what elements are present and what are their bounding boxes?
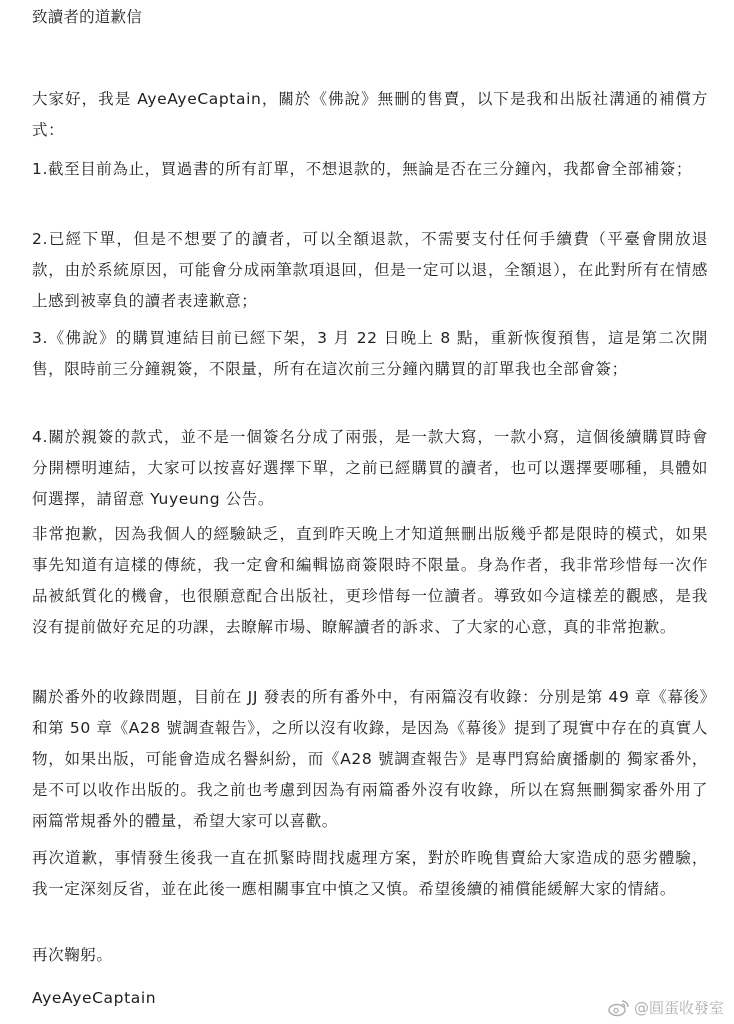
signature: AyeAyeCaptain <box>32 989 157 1007</box>
paragraph-item-4: 4.關於親簽的款式，並不是一個簽名分成了兩張，是一款大寫，一款小寫，這個後續購買時會分開標明連結，大家可以按喜好選擇下單，之前已經購買的讀者，也可以選擇要哪種，具體如何選擇，請留意 Yuyeung 公告。 <box>32 428 708 508</box>
paragraph-apology-again: 再次道歉，事情發生後我一直在抓緊時間找處理方案，對於昨晚售賣給大家造成的惡劣體驗，我一定深刻反省，並在此後一應相關事宜中慎之又慎。希望後續的補償能緩解大家的情緒。 <box>32 849 708 898</box>
paragraph-item-3: 3.《佛說》的購買連結目前已經下架，3 月 22 日晚上 8 點，重新恢復預售，這是第二次開售，限時前三分鐘親簽，不限量，所有在這次前三分鐘內購買的訂單我也全部會簽； <box>32 329 708 378</box>
paragraph-item-1: 1.截至目前為止，買過書的所有訂單，不想退款的，無論是否在三分鐘內，我都會全部補簽； <box>32 160 692 178</box>
paragraph-item-2: 2.已經下單，但是不想要了的讀者，可以全額退款，不需要支付任何手續費（平臺會開放退款，由於系統原因，可能會分成兩筆款項退回，但是一定可以退，全額退），在此對所有在情感上感到被辜負的讀者表達歉意； <box>32 230 708 310</box>
paragraph-greeting: 大家好，我是 AyeAyeCaptain，關於《佛說》無刪的售賣，以下是我和出版社溝通的補償方式： <box>32 90 708 139</box>
paragraph-apology: 非常抱歉，因為我個人的經驗缺乏，直到昨天晚上才知道無刪出版幾乎都是限時的模式，如果事先知道有這樣的傳統，我一定會和編輯協商簽限時不限量。身為作者，我非常珍惜每一次作品被紙質化的機會，也很願意配合出版社，更珍惜每一位讀者。導致如今這樣差的觀感，是我沒有提前做好充足的功課，去瞭解市場、瞭解讀者的訴求、了大家的心意，真的非常抱歉。 <box>32 525 708 636</box>
weibo-icon <box>608 999 630 1017</box>
watermark-text: @圓蛋收發室 <box>633 999 724 1017</box>
watermark <box>608 997 724 1018</box>
letter-title: 致讀者的道歉信 <box>32 8 142 26</box>
paragraph-bow: 再次鞠躬。 <box>32 946 113 964</box>
paragraph-extras: 關於番外的收錄問題，目前在 JJ 發表的所有番外中，有兩篇沒有收錄：分別是第 49 章《幕後》和第 50 章《A28 號調查報告》，之所以沒有收錄，是因為《幕後》提到了現實中存在的真實人物，如果出版，可能會造成名譽糾紛，而《A28 號調查報告》是專門寫給廣播劇的 獨家番外，是不可以收作出版的。我之前也考慮到因為有兩篇番外沒有收錄，所以在寫無刪獨家番外用了兩篇常規番外的體量，希望大家可以喜歡。 <box>32 688 708 830</box>
